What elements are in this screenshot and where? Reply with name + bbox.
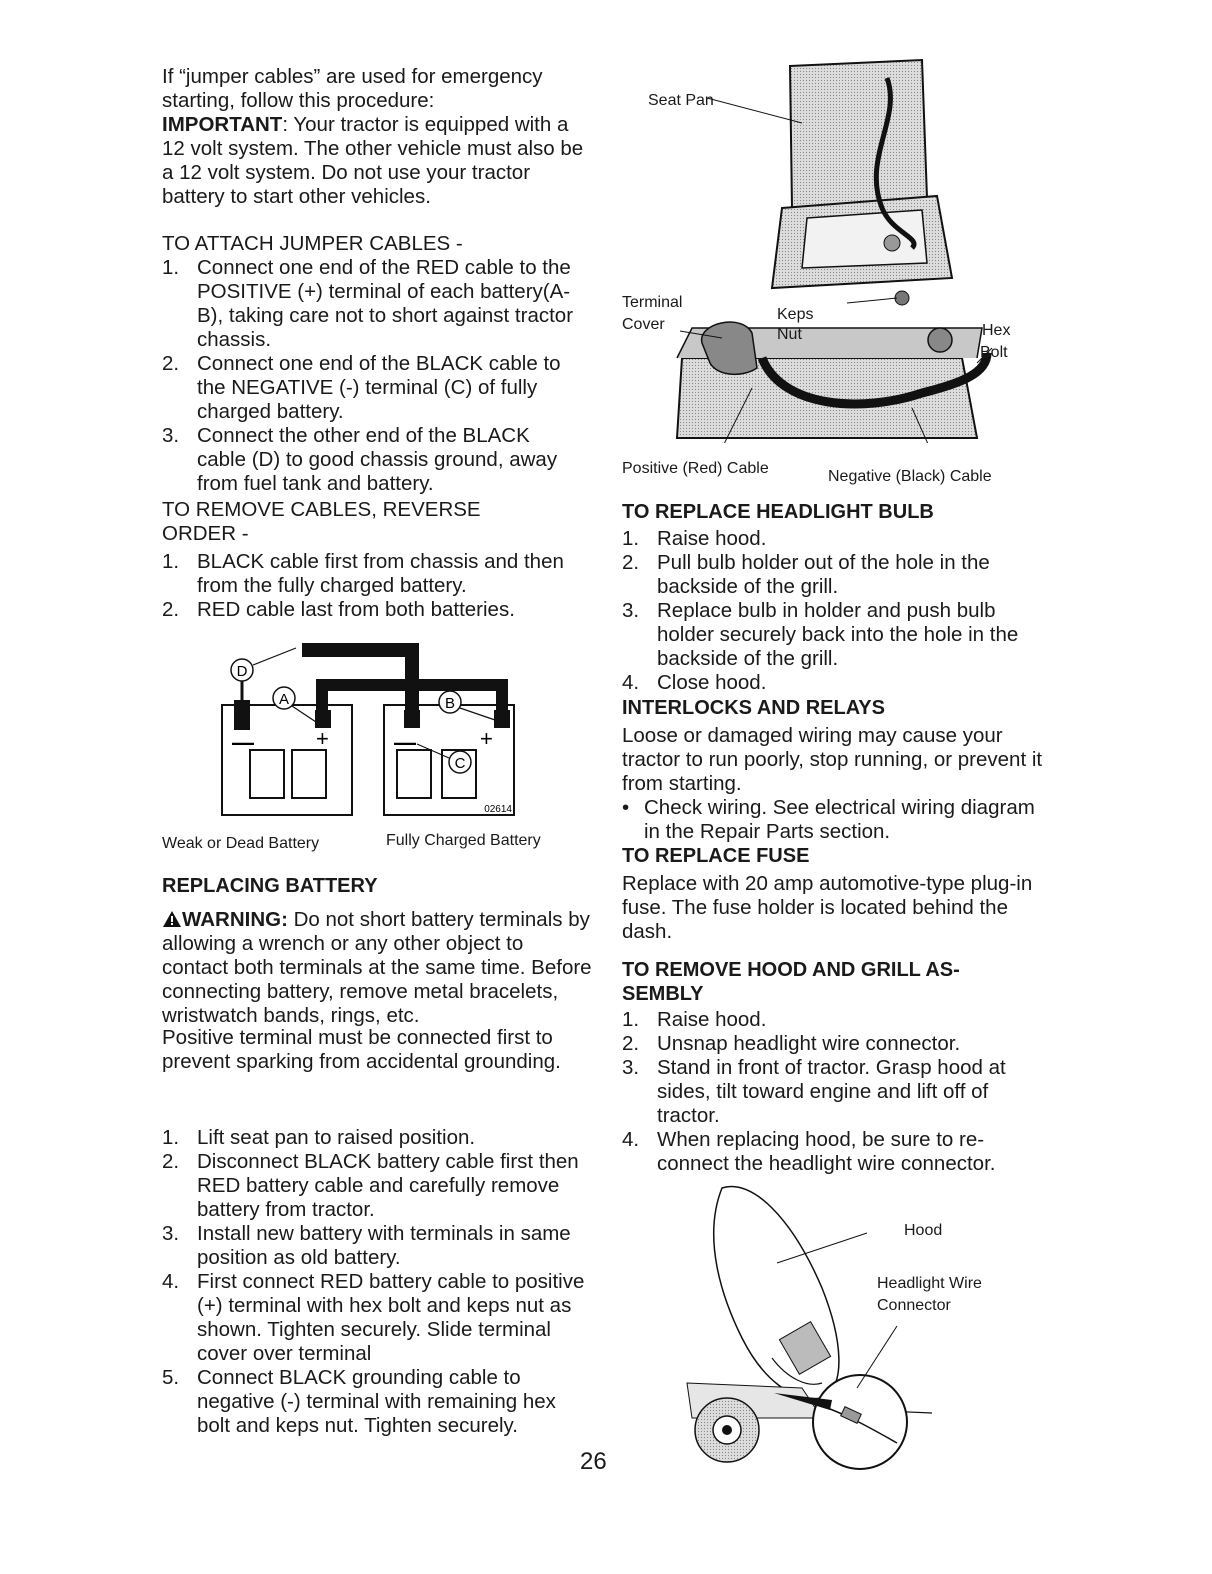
headlight-steps <box>622 527 1042 695</box>
label-hood: Hood <box>904 1222 943 1239</box>
svg-text:—: — <box>394 730 416 755</box>
important-label: IMPORTANT <box>162 113 283 136</box>
hood-shape <box>714 1186 839 1398</box>
interlocks-bullets <box>622 796 1042 844</box>
list-item: 3. Install new battery with terminals in same position as old battery. <box>162 1222 571 1269</box>
hood-steps <box>622 1008 1052 1176</box>
list-item: 4. Close hood. <box>622 671 767 694</box>
warning-label: WARNING: <box>182 908 288 931</box>
warning-text: Do not short battery terminals by allowing a wrench or any other object to contact both terminals at the same time. Before connecting battery, remove metal bracelets, wristwatch bands, rings, etc. <box>162 908 592 1027</box>
label-cover: Cover <box>622 316 665 333</box>
warning-paragraph <box>162 908 592 1028</box>
connector-magnifier <box>813 1375 907 1469</box>
label-keps: Keps <box>777 306 814 323</box>
label-negative-cable: Negative (Black) Cable <box>828 468 992 485</box>
list-item: 3. Replace bulb in holder and push bulb holder securely back into the hole in the backside of the grill. <box>622 599 1019 670</box>
label-positive-cable: Positive (Red) Cable <box>622 460 769 477</box>
list-item: 2. Disconnect BLACK battery cable first then RED battery cable and carefully remove battery from tractor. <box>162 1150 579 1221</box>
replacing-battery-heading: REPLACING BATTERY <box>162 875 378 897</box>
list-item: 4. First connect RED battery cable to positive (+) terminal with hex bolt and keps nut as shown. Tighten securely. Slide terminal cover over terminal <box>162 1270 585 1365</box>
list-item: 2. RED cable last from both batteries. <box>162 598 515 621</box>
label-hex: Hex <box>982 322 1011 339</box>
label-c: C <box>454 755 466 772</box>
list-item: 3. Stand in front of tractor. Grasp hood at sides, tilt toward engine and lift off of tractor. <box>622 1056 1006 1127</box>
list-item: 5. Connect BLACK grounding cable to negative (-) terminal with remaining hex bolt and keps nut. Tighten securely. <box>162 1366 556 1437</box>
label-b: B <box>444 695 456 712</box>
attach-heading: TO ATTACH JUMPER CABLES - <box>162 232 463 255</box>
interlocks-heading: INTERLOCKS AND RELAYS <box>622 697 885 719</box>
hood-heading: TO REMOVE HOOD AND GRILL AS-SEMBLY <box>622 959 960 1005</box>
label-d: D <box>236 663 248 680</box>
seat-pan-diagram <box>622 58 1042 443</box>
list-item: 1. Connect one end of the RED cable to the POSITIVE (+) terminal of each battery(A-B), taking care not to short against tractor chassis. <box>162 256 574 351</box>
list-item: 1. Raise hood. <box>622 1008 767 1031</box>
label-a: A <box>278 691 290 708</box>
svg-text:+: + <box>480 726 493 751</box>
page-number: 26 <box>580 1448 607 1475</box>
minus-sign: — <box>232 730 254 755</box>
important-text: : Your tractor is equipped with a 12 volt system. The other vehicle must also be a 12 volt system. Do not use your tractor battery to start other vehicles. <box>162 113 584 208</box>
label-connector: Connector <box>877 1297 951 1314</box>
jumper-cable-diagram <box>212 640 552 825</box>
caption-weak-battery: Weak or Dead Battery <box>162 835 320 852</box>
fuse-text: Replace with 20 amp automotive-type plug-in fuse. The fuse holder is located behind the dash. <box>622 872 1033 943</box>
list-item: 3. Connect the other end of the BLACK cable (D) to good chassis ground, away from fuel tank and battery. <box>162 424 558 495</box>
fuse-heading: TO REPLACE FUSE <box>622 845 810 867</box>
headlight-heading: TO REPLACE HEADLIGHT BULB <box>622 501 934 523</box>
caption-full-battery: Fully Charged Battery <box>386 832 541 849</box>
replace-steps <box>162 1126 592 1438</box>
list-item: 2. Connect one end of the BLACK cable to the NEGATIVE (-) terminal (C) of fully charged battery. <box>162 352 561 423</box>
list-item: 4. When replacing hood, be sure to re-connect the headlight wire connector. <box>622 1128 996 1175</box>
interlocks-text: Loose or damaged wiring may cause your tractor to run poorly, stop running, or prevent it from starting. <box>622 724 1043 795</box>
positive-note: Positive terminal must be connected first to prevent sparking from accidental grounding. <box>162 1026 561 1073</box>
label-headlight-wire: Headlight Wire <box>877 1275 982 1292</box>
list-item: 2. Unsnap headlight wire connector. <box>622 1032 961 1055</box>
list-item: 2. Pull bulb holder out of the hole in the backside of the grill. <box>622 551 990 598</box>
list-item: 1. Lift seat pan to raised position. <box>162 1126 476 1149</box>
attach-steps <box>162 256 582 496</box>
list-item: 1. Raise hood. <box>622 527 767 550</box>
label-terminal: Terminal <box>622 294 683 311</box>
warning-icon <box>162 910 182 928</box>
label-nut: Nut <box>777 326 802 343</box>
intro-text: If “jumper cables” are used for emergency starting, follow this procedure: <box>162 65 543 112</box>
diagram-code: 02614 <box>484 804 512 815</box>
list-item: • Check wiring. See electrical wiring diagram in the Repair Parts section. <box>622 796 1035 843</box>
label-bolt: Bolt <box>980 344 1008 361</box>
seat-pan <box>790 60 927 208</box>
plus-sign: + <box>316 726 329 751</box>
intro-paragraph <box>162 65 592 209</box>
remove-steps <box>162 550 582 622</box>
list-item: 1. BLACK cable first from chassis and then from the fully charged battery. <box>162 550 564 597</box>
label-seat-pan: Seat Pan <box>648 92 714 109</box>
remove-heading: TO REMOVE CABLES, REVERSE ORDER - <box>162 498 481 545</box>
